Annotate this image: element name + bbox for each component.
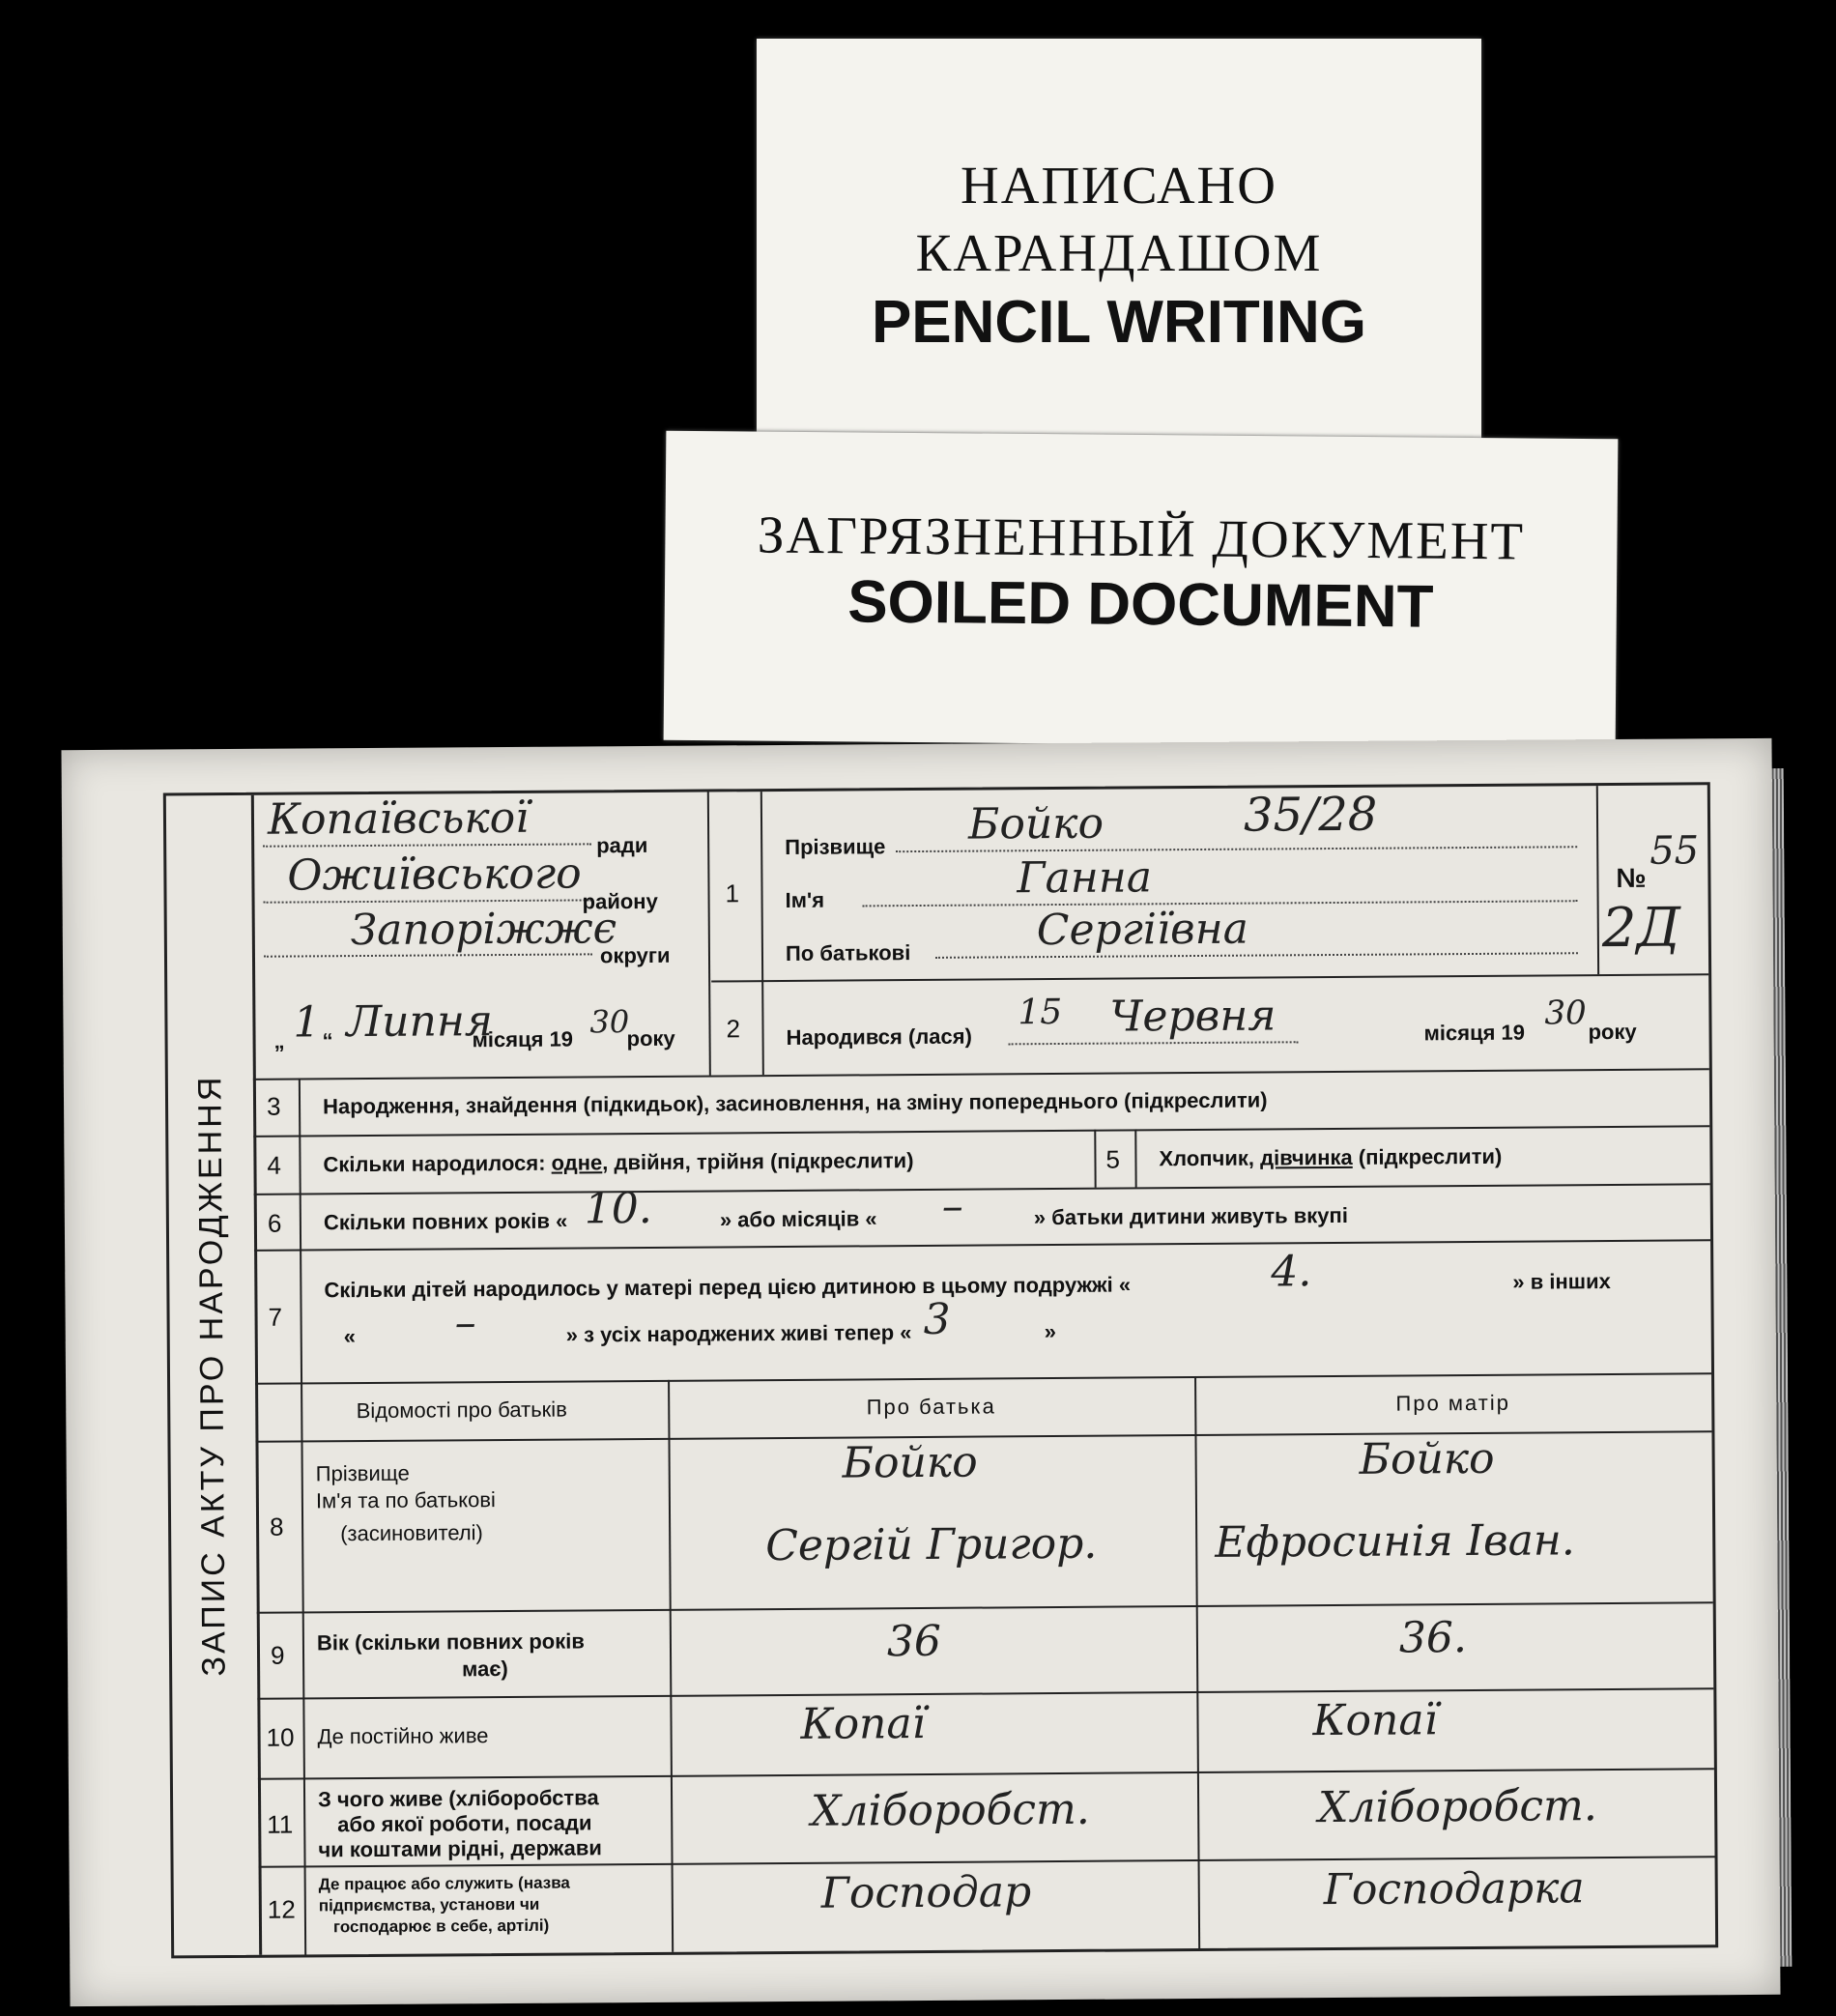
age-label-1: Вік (скільки повних років (316, 1628, 585, 1656)
father-age: 36 (886, 1616, 942, 1667)
living-now-value: 3 (923, 1294, 951, 1344)
rayon-label: району (582, 888, 658, 914)
rada-value: Копаївської (267, 792, 530, 845)
mother-name: Ефросинія Іван. (1215, 1515, 1575, 1568)
date-quote-open: „ (273, 1028, 285, 1053)
sex-field (1159, 1144, 1502, 1171)
parent-surname-label: Прізвище (315, 1460, 410, 1486)
workplace-label-3: господарює в себе, артілі) (332, 1915, 550, 1937)
prior-children-other-label: » в інших (1512, 1269, 1611, 1294)
born-label: Народився (лася) (786, 1023, 972, 1050)
births-count-prefix: Скільки народилося: (323, 1150, 546, 1177)
births-count-label (323, 1148, 913, 1177)
years-together-label: Скільки повних років « (323, 1208, 568, 1235)
months-label: » або місяців « (719, 1206, 877, 1232)
okruha-value: Запоріжжє (350, 904, 617, 956)
father-name: Сергій Григор. (765, 1518, 1098, 1571)
living-now-close: » (1044, 1319, 1057, 1344)
notice-pencil-en: PENCIL WRITING (871, 289, 1367, 356)
living-now-label: » з усіх народжених живі тепер « (565, 1320, 912, 1347)
mother-age: 36. (1398, 1613, 1468, 1663)
adopters-label: (засиновителі) (340, 1520, 483, 1546)
age-label-2: має) (462, 1656, 508, 1682)
row-num-11: 11 (267, 1809, 294, 1839)
row-num-3: 3 (266, 1091, 281, 1121)
mother-livelihood: Хліборобст. (1317, 1781, 1597, 1833)
soiled-document-notice (664, 431, 1619, 749)
workplace-label-2: підприємства, установи чи (318, 1894, 540, 1915)
patronymic-value: Сергіївна (1036, 904, 1249, 956)
name-value: Ганна (1017, 852, 1153, 904)
notice-pencil-ru-1: НАПИСАНО (961, 156, 1277, 215)
notice-soiled-ru: ЗАГРЯЗНЕННЫЙ ДОКУМЕНТ (757, 504, 1526, 571)
months-value: – (941, 1181, 963, 1231)
parents-info-header: Відомості про батьків (356, 1397, 567, 1424)
surname-label: Прізвище (785, 834, 886, 859)
other-marriages-quote: « (343, 1324, 357, 1349)
row-num-9: 9 (270, 1640, 285, 1670)
row-num-12: 12 (267, 1894, 296, 1924)
patronymic-label: По батькові (785, 940, 911, 965)
sex-suffix: (підкреслити) (1358, 1143, 1503, 1169)
sex-boy: Хлопчик, (1159, 1145, 1255, 1171)
date-month: Липня (346, 996, 494, 1048)
births-count-single: одне (551, 1150, 603, 1175)
side-title: ЗАПИС АКТУ ПРО НАРОДЖЕННЯ (191, 1074, 233, 1677)
row-num-5: 5 (1105, 1144, 1121, 1174)
father-surname: Бойко (842, 1437, 978, 1488)
name-label: Ім'я (785, 887, 825, 912)
date-quote-close: “ (322, 1028, 333, 1053)
record-mark: 2Д (1601, 896, 1681, 961)
notice-pencil-ru-2: КАРАНДАШОМ (915, 223, 1323, 282)
surname-value: Бойко (967, 798, 1104, 850)
workplace-label-1: Де працює або служить (назва (318, 1873, 570, 1894)
other-marriages-value: – (454, 1298, 476, 1348)
birth-type-text: Народження, знайдення (підкидьок), засиновлення, на зміну попереднього (підкреслити) (322, 1087, 1268, 1119)
row-num-8: 8 (269, 1512, 284, 1541)
mother-residence: Копаї (1312, 1695, 1438, 1746)
prior-children-value: 4. (1271, 1247, 1312, 1297)
residence-label: Де постійно живе (317, 1723, 489, 1749)
livelihood-label-2: або якої роботи, посади (337, 1810, 592, 1837)
livelihood-label-1: З чого живе (хліборобства (317, 1785, 599, 1812)
row-num-7: 7 (268, 1302, 283, 1332)
record-number: 55 (1650, 828, 1700, 874)
mother-workplace: Господарка (1323, 1863, 1585, 1915)
father-residence: Копаї (800, 1698, 926, 1749)
okruha-label: округи (599, 942, 671, 968)
rada-label: ради (596, 832, 648, 858)
birth-record-form (163, 782, 1718, 1958)
father-livelihood: Хліборобст. (810, 1784, 1090, 1836)
row-num-1: 1 (725, 878, 740, 908)
parents-together-label: » батьки дитини живуть вкупі (1033, 1202, 1348, 1230)
date-month-label: місяця 19 (472, 1026, 574, 1052)
born-month-label: місяця 19 (1423, 1020, 1526, 1046)
father-workplace: Господар (820, 1867, 1032, 1918)
side-title-column (166, 795, 262, 1956)
row-num-10: 10 (266, 1722, 295, 1752)
born-year: 30 (1544, 994, 1587, 1033)
birth-record-card (61, 738, 1780, 2006)
record-number-label: № (1616, 862, 1647, 893)
rayon-value: Ожиївського (287, 849, 582, 901)
mother-surname: Бойко (1359, 1433, 1495, 1484)
births-count-options: , двійня, трійня (підкреслити) (602, 1148, 914, 1175)
born-year-label: року (1588, 1019, 1637, 1045)
born-month: Червня (1109, 991, 1277, 1042)
row-num-6: 6 (267, 1208, 282, 1238)
pencil-writing-notice (757, 39, 1481, 445)
date-year-label: року (626, 1025, 675, 1051)
livelihood-label-3: чи коштами рідні, держави (318, 1835, 602, 1862)
born-day: 15 (1018, 992, 1063, 1033)
date-day: 1 (293, 997, 321, 1048)
father-header: Про батька (866, 1394, 996, 1420)
row-num-4: 4 (267, 1150, 282, 1180)
row-num-2: 2 (726, 1014, 741, 1044)
notice-soiled-en: SOILED DOCUMENT (846, 568, 1434, 641)
years-together-value: 10. (584, 1183, 652, 1234)
date-year: 30 (589, 1003, 630, 1041)
prior-children-label: Скільки дітей народилось у матері перед цією дитиною в цьому подружжі « (324, 1272, 1132, 1303)
sex-girl: дівчинка (1260, 1144, 1353, 1170)
mother-header: Про матір (1395, 1390, 1511, 1416)
parent-name-label: Ім'я та по батькові (315, 1487, 496, 1513)
register-stamp: 35/28 (1243, 787, 1378, 843)
